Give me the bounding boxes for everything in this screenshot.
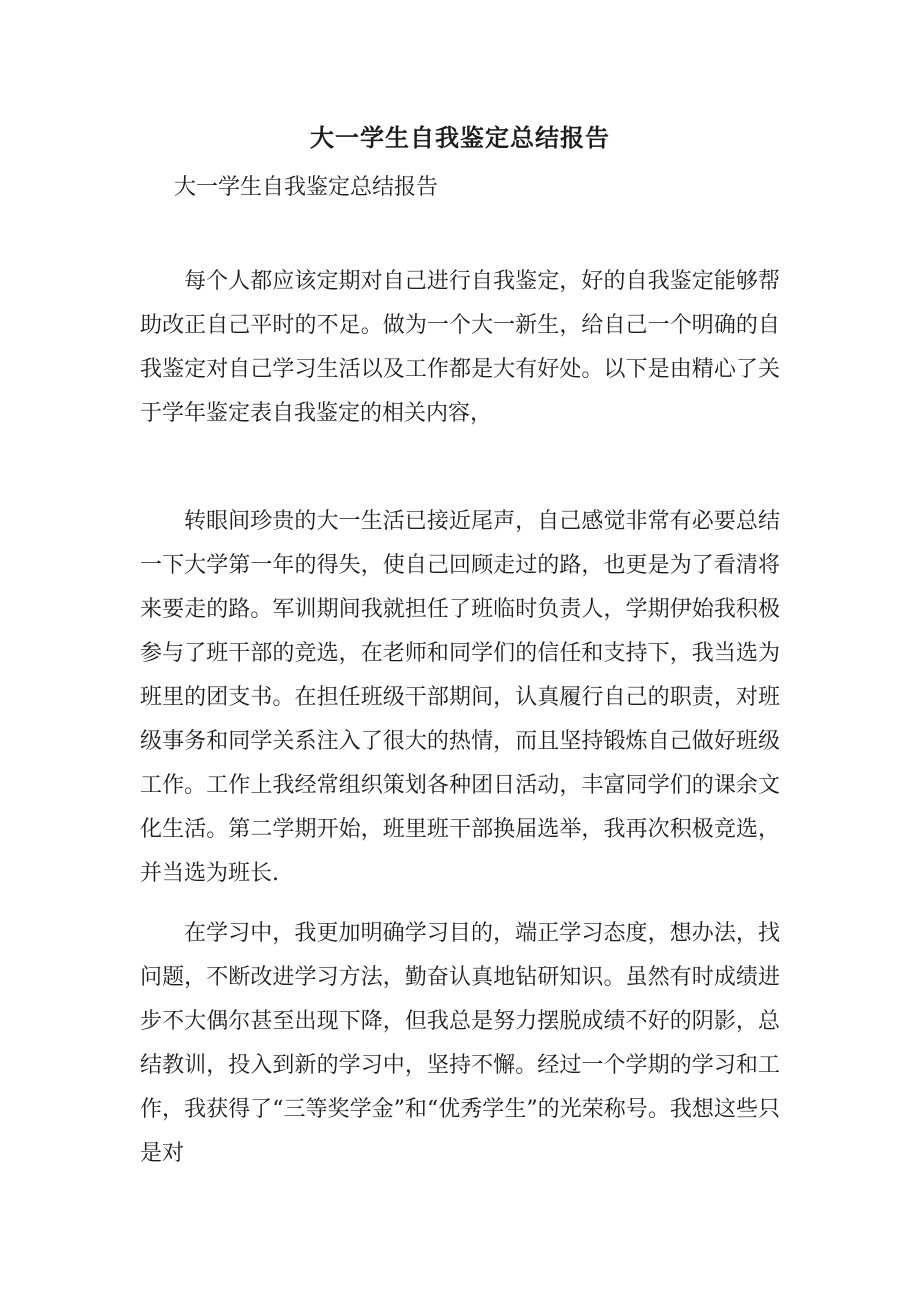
paragraph-class-work: 转眼间珍贵的大一生活已接近尾声，自己感觉非常有必要总结一下大学第一年的得失，使自己回顾走过的路，也更是为了看清将来要走的路。军训期间我就担任了班临时负责人，学期伊始我积极参与了班干部的竞选，在老师和同学们的信任和支持下，我当选为班里的团支书。在担任班级干部期间，认真履行自己的职责，对班级事务和同学关系注入了很大的热情，而且坚持锻炼自己做好班级工作。工作上我经常组织策划各种团日活动，丰富同学们的课余文化生活。第二学期开始，班里班干部换届选举，我再次积极竞选，并当选为班长. (140, 509, 780, 886)
paragraph-study: 在学习中，我更加明确学习目的，端正学习态度，想办法，找问题，不断改进学习方法，勤奋认真地钻研知识。虽然有时成绩进步不大偶尔甚至出现下降，但我总是努力摆脱成绩不好的阴影，总结教训，投入到新的学习中，坚持不懈。经过一个学期的学习和工作，我获得了“三等奖学金”和“优秀学生”的光荣称号。我想这些只是对 (140, 921, 780, 1166)
document-title: 大一学生自我鉴定总结报告 (310, 123, 610, 152)
document-subtitle: 大一学生自我鉴定总结报告 (174, 175, 439, 200)
paragraph-intro: 每个人都应该定期对自己进行自我鉴定，好的自我鉴定能够帮助改正自己平时的不足。做为一个大一新生，给自己一个明确的自我鉴定对自己学习生活以及工作都是大有好处。以下是由精心了关于学年鉴定表自我鉴定的相关内容， (140, 269, 780, 426)
